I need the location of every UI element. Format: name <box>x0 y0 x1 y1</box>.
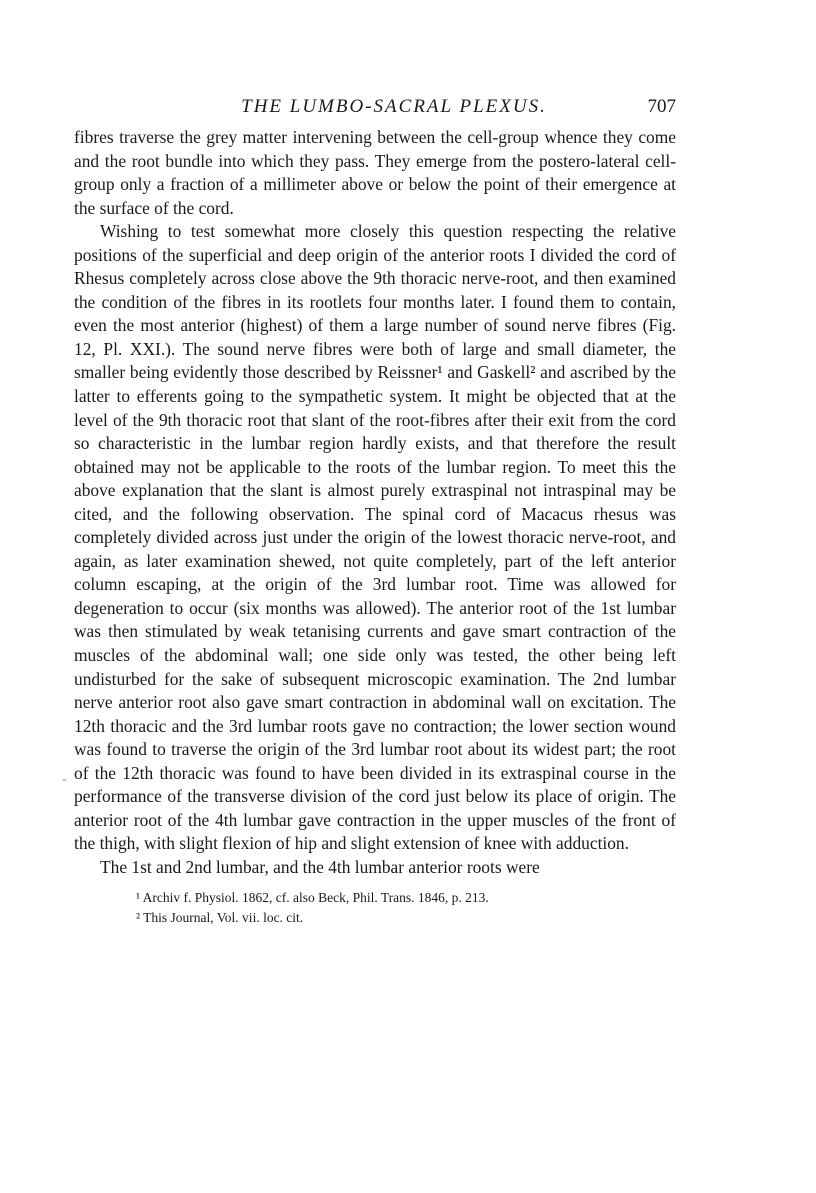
paragraph-continued: fibres traverse the grey matter intervening between the cell-group whence they come and the root bundle into which they pass. They emerge from the postero-lateral cell-group only a fraction of a millimeter above or below the point of their emergence at the surface of the cord. <box>74 127 676 218</box>
footnote-1: ¹ Archiv f. Physiol. 1862, cf. also Beck, Phil. Trans. 1846, p. 213. <box>136 889 489 905</box>
running-header <box>74 92 676 122</box>
footnotes <box>74 888 676 928</box>
body-text <box>74 126 676 880</box>
footnote-2: ² This Journal, Vol. vii. loc. cit. <box>136 909 304 925</box>
paragraph-experiment: Wishing to test somewhat more closely this question respecting the relative positions of the superficial and deep origin of the anterior roots I divided the cord of Rhesus completely across close above the 9th thoracic nerve-root, and then examined the condition of the fibres in its rootlets four months later. I found them to contain, even the most anterior (highest) of them a large number of sound nerve fibres (Fig. 12, Pl. XXI.). The sound nerve fibres were both of large and small diameter, the smaller being evidently those described by Reissner¹ and Gaskell² and ascribed by the latter to efferents going to the sympathetic system. It might be objected that at the level of the 9th thoracic root that slant of the root-fibres after their exit from the cord so characteristic in the lumbar region hardly exists, and that therefore the result obtained may not be applicable to the roots of the lumbar region. To meet this the above explanation that the slant is almost purely extraspinal not intraspinal may be cited, and the following observation. The spinal cord of Macacus rhesus was completely divided across just under the origin of the lowest thoracic nerve-root, and again, as later examination shewed, not quite completely, part of the left anterior column escaping, at the origin of the 3rd lumbar root. Time was allowed for degeneration to occur (six months was allowed). The anterior root of the 1st lumbar was then stimulated by weak tetanising currents and gave smart contraction of the muscles of the abdominal wall; one side only was tested, the other being left undisturbed for the sake of subsequent microscopic examination. The 2nd lumbar nerve anterior root also gave smart contraction in abdominal wall on excitation. The 12th thoracic and the 3rd lumbar roots gave no contraction; the lower section wound was found to traverse the origin of the 3rd lumbar root about its widest part; the root of the 12th thoracic was found to have been divided in its extraspinal course in the performance of the transverse division of the cord just below its place of origin. The anterior root of the 4th lumbar gave contraction in the upper muscles of the front of the thigh, with slight flexion of hip and slight extension of knee with adduction. <box>74 221 676 854</box>
page-number: 707 <box>647 96 676 117</box>
page <box>74 92 676 928</box>
paragraph-final: The 1st and 2nd lumbar, and the 4th lumbar anterior roots were <box>100 856 540 877</box>
margin-mark: - <box>62 772 67 787</box>
running-title: THE LUMBO-SACRAL PLEXUS. <box>241 96 547 117</box>
